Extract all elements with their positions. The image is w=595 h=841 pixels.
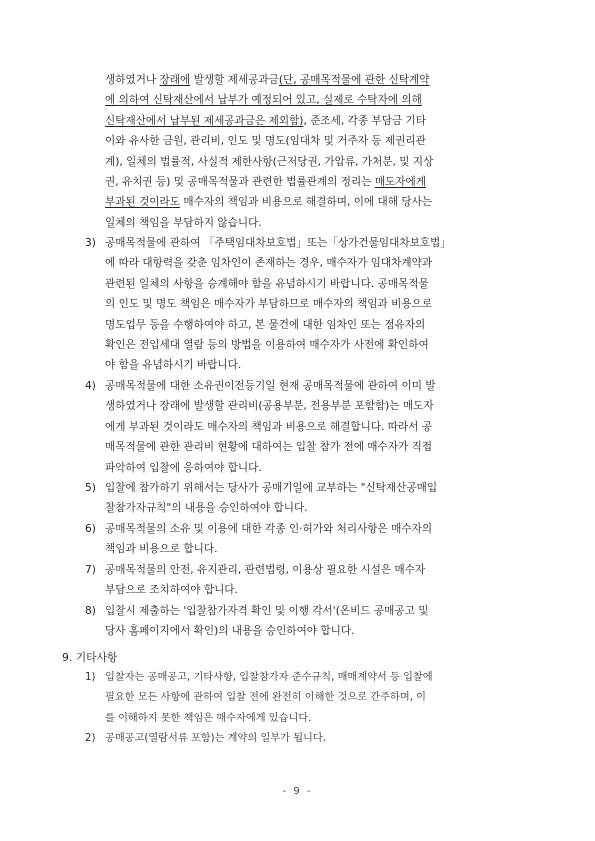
text-line: 계), 일체의 법률적, 사실적 제한사항(근저당권, 가압류, 가처분, 및 지상 [105, 155, 434, 168]
item-number: 7) [85, 564, 96, 576]
item-number: 1) [85, 672, 96, 683]
text-line: 신탁재산에서 납부된 제세공과금은 제외함), 준조세, 각종 부담금 기타 [105, 114, 426, 127]
text-line: 에 의하여 신탁재산에서 납부가 예정되어 있고, 실제로 수탁자에 의해 [105, 94, 422, 107]
item-number: 3) [85, 237, 96, 249]
text-line: 이와 유사한 금원, 관리비, 인도 및 명도(임대차 및 거주자 등 제권리관 [105, 135, 426, 148]
list-item-6: 6) 공매목적물의 소유 및 이용에 대한 각종 인·허가와 처리사항은 매수자의 책임과 비용으로 합니다. [85, 519, 535, 560]
section9-item-1: 1) 입찰자는 공매공고, 기타사항, 입찰참가자 준수규칙, 매매계약서 등 입찰에 필요한 모든 사항에 관하여 입찰 전에 완전히 이해한 것으로 간주하며, 이 를 이해하지 못한 책임은 매수자에게 있습니다. [85, 668, 535, 729]
section9-item-2: 2) 공매공고(열람서류 포함)는 계약의 일부가 됩니다. [85, 729, 535, 749]
text-line: 일체의 책임을 부담하지 않습니다. [105, 216, 262, 229]
item-number: 4) [85, 380, 96, 392]
section-heading: 9. 기타사항 [62, 651, 118, 664]
text-line: 생하였거나 장래에 발생할 제세공과금(단, 공매목적물에 관한 신탁계약 [105, 74, 430, 86]
list-item-7: 7) 공매목적물의 안전, 유지관리, 관련법령, 이용상 필요한 시설은 매수자 부담으로 조치하여야 합니다. [85, 560, 535, 601]
item-number: 5) [85, 482, 96, 494]
list-item-4: 4) 공매목적물에 대한 소유권이전등기일 현재 공매목적물에 관하여 이미 발 생하였거나 장래에 발생할 관리비(공용부분, 전용부분 포함함)는 매도자 에게 부과된 것이라도 매수자의 책임과 비용으로 해결합니다. 따라서 공 매목적물에 관한 관리비 현황에 대하여는 입찰 참가 전에 매수자가 직접 파악하여 입찰에 응하여야 합니다. [85, 376, 535, 478]
page-number: - 9 - [282, 786, 313, 797]
text-line: 권, 유치권 등) 및 공매목적물과 관련한 법률관계의 정리는 매도자에게 [105, 175, 426, 188]
item-number: 8) [85, 605, 96, 617]
list-item-3: 3) 공매목적물에 관하여 「주택임대차보호법」또는「상가건물임대차보호법」 에 따라 대항력을 갖춘 임차인이 존재하는 경우, 매수자가 임대차계약과 관련된 일체의 사항을 승계해야 함을 유념하시기 바랍니다. 공매목적물 의 인도 및 명도 책임은 매수자가 부담하므로 매수자의 책임과 비용으로 명도업무 등을 수행하여야 하고, 본 물건에 대한 임차인 또는 점유자의 확인은 전입세대 열람 등의 방법을 이용하여 매수자가 사전에 확인하여 야 함을 유념하시기 바랍니다. [85, 233, 535, 376]
list-item-5: 5) 입찰에 참가하기 위해서는 당사가 공매기일에 교부하는 "신탁재산공매입 찰참가자규칙"의 내용을 승인하여야 합니다. [85, 478, 535, 519]
paragraph-continuation [105, 70, 535, 233]
text-line: 부과된 것이라도 매수자의 책임과 비용으로 해결하며, 이에 대해 당사는 [105, 196, 433, 209]
list-item-8: 8) 입찰시 제출하는 '입찰참가자격 확인 및 이행 각서'(온비드 공매공고 및 당사 홈페이지에서 확인)의 내용을 승인하여야 합니다. [85, 601, 535, 642]
item-number: 2) [85, 733, 96, 744]
item-number: 6) [85, 523, 96, 535]
